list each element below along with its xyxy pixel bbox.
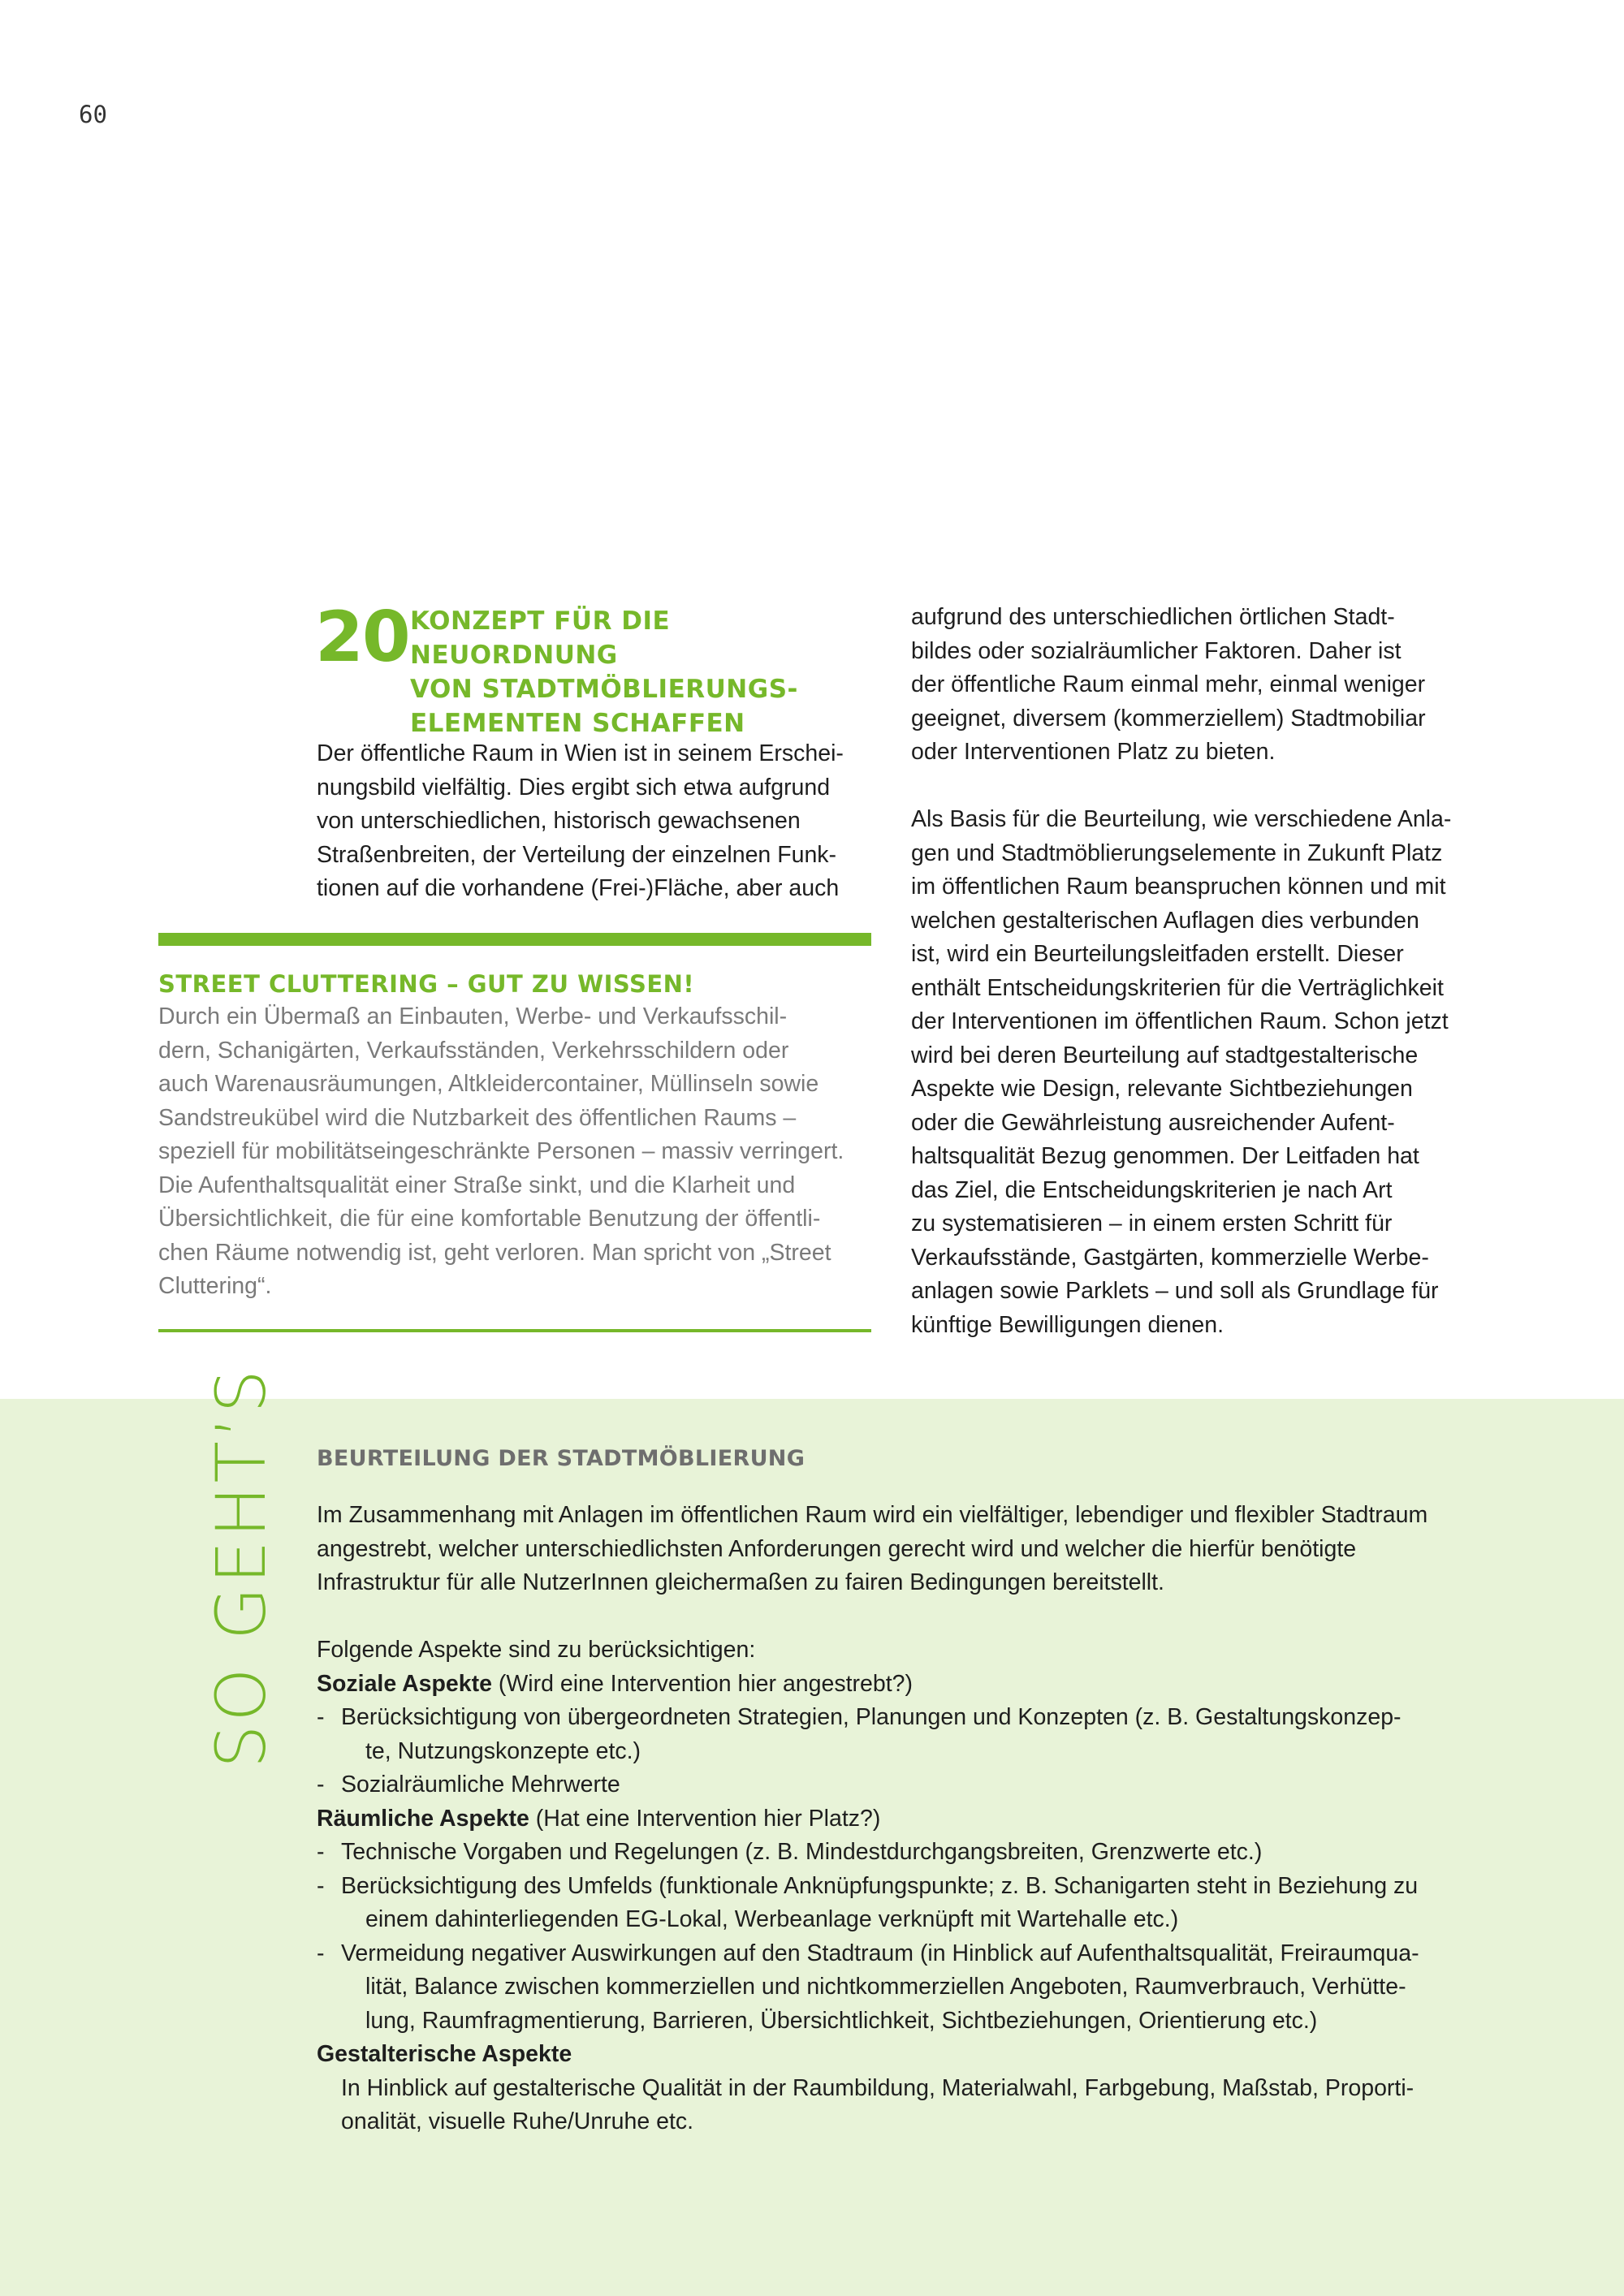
panel-content: [317, 1444, 1486, 2139]
text-line: der Interventionen im öffentlichen Raum. Schon jetzt: [911, 1008, 1449, 1034]
text-line: Die Aufenthaltsqualität einer Straße sinkt, und die Klarheit und: [158, 1172, 796, 1198]
section-title-line: ELEMENTEN SCHAFFEN: [410, 709, 745, 738]
aspects-intro: Folgende Aspekte sind zu berücksichtigen:: [317, 1637, 756, 1663]
text-line: gen und Stadtmöblierungselemente in Zukunft Platz: [911, 839, 1443, 866]
text-line: lität, Balance zwischen kommerziellen und nichtkommerziellen Angeboten, Raumverbrauch, Verhütte-: [365, 1974, 1406, 2000]
text-line: nungsbild vielfältig. Dies ergibt sich etwa aufgrund: [317, 774, 831, 801]
section-title-line: VON STADTMÖBLIERUNGS-: [410, 675, 798, 704]
text-line: von unterschiedlichen, historisch gewachsenen: [317, 808, 801, 834]
text-line: enthält Entscheidungskriterien für die Verträglichkeit: [911, 974, 1444, 1001]
text-line: te, Nutzungskonzepte etc.): [365, 1737, 641, 1764]
list-item: [317, 1768, 1486, 1802]
list-item-continuation: [317, 1735, 1486, 1769]
text-line: Sozialräumliche Mehrwerte: [341, 1772, 620, 1798]
text-line: zu systematisieren – in einem ersten Schritt für: [911, 1211, 1393, 1236]
info-box-title: STREET CLUTTERING – GUT ZU WISSEN!: [158, 970, 695, 998]
text-line: oder die Gewährleistung ausreichender Aufent-: [911, 1109, 1395, 1136]
text-line: haltsqualität Bezug genommen. Der Leitfaden hat: [911, 1143, 1419, 1169]
list-item: [317, 1870, 1486, 1904]
page-number: 60: [79, 101, 107, 128]
text-line: Durch ein Übermaß an Einbauten, Werbe- und Verkaufsschil-: [158, 1003, 788, 1029]
so-gehts-vertical-title: SO GEHT’S: [201, 1366, 281, 1768]
text-line: der öffentliche Raum einmal mehr, einmal weniger: [911, 671, 1426, 697]
text-line: dern, Schanigärten, Verkaufsständen, Verkehrsschildern oder: [158, 1037, 789, 1064]
info-box-street-cluttering: [158, 968, 873, 1304]
info-box-bottom-rule: [158, 1329, 871, 1332]
section-title-line: KONZEPT FÜR DIE NEUORDNUNG: [410, 606, 671, 670]
text-line: ist, wird ein Beurteilungsleitfaden erstellt. Dieser: [911, 941, 1404, 967]
list-dash: -: [317, 1872, 325, 1899]
list-dash: -: [317, 1772, 325, 1798]
panel-heading: BEURTEILUNG DER STADTMÖBLIERUNG: [317, 1446, 806, 1471]
text-line: Aspekte wie Design, relevante Sichtbeziehungen: [911, 1076, 1413, 1102]
text-line: wird bei deren Beurteilung auf stadtgestalterische: [911, 1042, 1419, 1068]
text-line: Cluttering“.: [158, 1273, 272, 1299]
list-item-continuation: [317, 1903, 1486, 1937]
text-line: Technische Vorgaben und Regelungen (z. B. Mindestdurchgangsbreiten, Grenzwerte etc.): [341, 1839, 1263, 1865]
section-title: [410, 604, 865, 740]
text-line: oder Interventionen Platz zu bieten.: [911, 739, 1276, 765]
list-dash: -: [317, 1704, 325, 1730]
aspect-label: Soziale Aspekte: [317, 1670, 492, 1697]
text-line: bildes oder sozialräumlicher Faktoren. Daher ist: [911, 637, 1402, 664]
paragraph: [911, 803, 1471, 1342]
paragraph: [911, 601, 1471, 770]
section-number: 20: [315, 597, 409, 678]
spatial-aspects: [317, 1802, 1486, 1836]
text-line: Der öffentliche Raum in Wien ist in seinem Erschei-: [317, 740, 844, 766]
text-line: Straßenbreiten, der Verteilung der einzelnen Funk-: [317, 841, 837, 868]
design-aspects-label: Gestalterische Aspekte: [317, 2041, 572, 2067]
aspect-question: (Hat eine Intervention hier Platz?): [529, 1805, 881, 1832]
left-column-text: [317, 737, 869, 906]
text-line: das Ziel, die Entscheidungskriterien je nach Art: [911, 1176, 1393, 1203]
aspect-question: (Wird eine Intervention hier angestrebt?): [491, 1670, 913, 1697]
text-line: chen Räume notwendig ist, geht verloren. Man spricht von „Street: [158, 1239, 831, 1266]
text-line: im öffentlichen Raum beanspruchen können und mit: [911, 874, 1446, 900]
text-line: künftige Bewilligungen dienen.: [911, 1311, 1224, 1338]
text-line: einem dahinterliegenden EG-Lokal, Werbeanlage verknüpft mit Wartehalle etc.): [365, 1906, 1179, 1932]
aspect-label: Räumliche Aspekte: [317, 1805, 529, 1832]
text-line: angestrebt, welcher unterschiedlichsten Anforderungen gerecht wird und welcher die hierfür benötigte: [317, 1535, 1357, 1562]
list-item-continuation: [317, 1970, 1486, 2005]
list-item: [317, 1701, 1486, 1735]
text-line: Berücksichtigung des Umfelds (funktionale Anknüpfungspunkte; z. B. Schanigarten steht in Beziehung zu: [341, 1872, 1419, 1899]
text-line: welchen gestalterischen Auflagen dies verbunden: [911, 907, 1419, 934]
text-line: Infrastruktur für alle NutzerInnen gleichermaßen zu fairen Bedingungen bereitstellt.: [317, 1569, 1164, 1595]
text-line: anlagen sowie Parklets – und soll als Grundlage für: [911, 1278, 1439, 1304]
social-aspects: [317, 1668, 1486, 1702]
info-box-top-bar: [158, 933, 871, 946]
text-line: Als Basis für die Beurteilung, wie verschiedene Anla-: [911, 806, 1452, 832]
text-line: Berücksichtigung von übergeordneten Strategien, Planungen und Konzepten (z. B. Gestaltungskonzep-: [341, 1704, 1402, 1730]
text-line: speziell für mobilitätseingeschränkte Personen – massiv verringert.: [158, 1138, 844, 1164]
text-line: onalität, visuelle Ruhe/Unruhe etc.: [341, 2108, 694, 2134]
text-line: tionen auf die vorhandene (Frei-)Fläche, aber auch: [317, 875, 840, 901]
text-line: Im Zusammenhang mit Anlagen im öffentlichen Raum wird ein vielfältiger, lebendiger und flexibler Stadtraum: [317, 1502, 1428, 1528]
text-line: Sandstreukübel wird die Nutzbarkeit des öffentlichen Raums –: [158, 1104, 797, 1131]
list-dash: -: [317, 1839, 325, 1865]
right-column-text: [911, 601, 1471, 1376]
text-line: Vermeidung negativer Auswirkungen auf den Stadtraum (in Hinblick auf Aufenthaltsqualität, Freiraumqua-: [341, 1940, 1419, 1966]
list-item-continuation: [317, 2005, 1486, 2039]
info-box-text: [158, 1000, 873, 1304]
list-dash: -: [317, 1940, 325, 1966]
text-line: geeignet, diversem (kommerziellem) Stadtmobiliar: [911, 705, 1426, 732]
text-line: auch Warenausräumungen, Altkleidercontainer, Müllinseln sowie: [158, 1071, 819, 1097]
text-line: Verkaufsstände, Gastgärten, kommerzielle Werbe-: [911, 1244, 1429, 1271]
text-line: Übersichtlichkeit, die für eine komfortable Benutzung der öffentli-: [158, 1206, 821, 1232]
list-item: [317, 1937, 1486, 1971]
list-item: [317, 1836, 1486, 1870]
text-line: In Hinblick auf gestalterische Qualität in der Raumbildung, Materialwahl, Farbgebung, Maßstab, Proporti-: [341, 2074, 1415, 2101]
text-line: lung, Raumfragmentierung, Barrieren, Übersichtlichkeit, Sichtbeziehungen, Orientierung etc.): [365, 2007, 1318, 2034]
text-line: aufgrund des unterschiedlichen örtlichen Stadt-: [911, 604, 1395, 630]
